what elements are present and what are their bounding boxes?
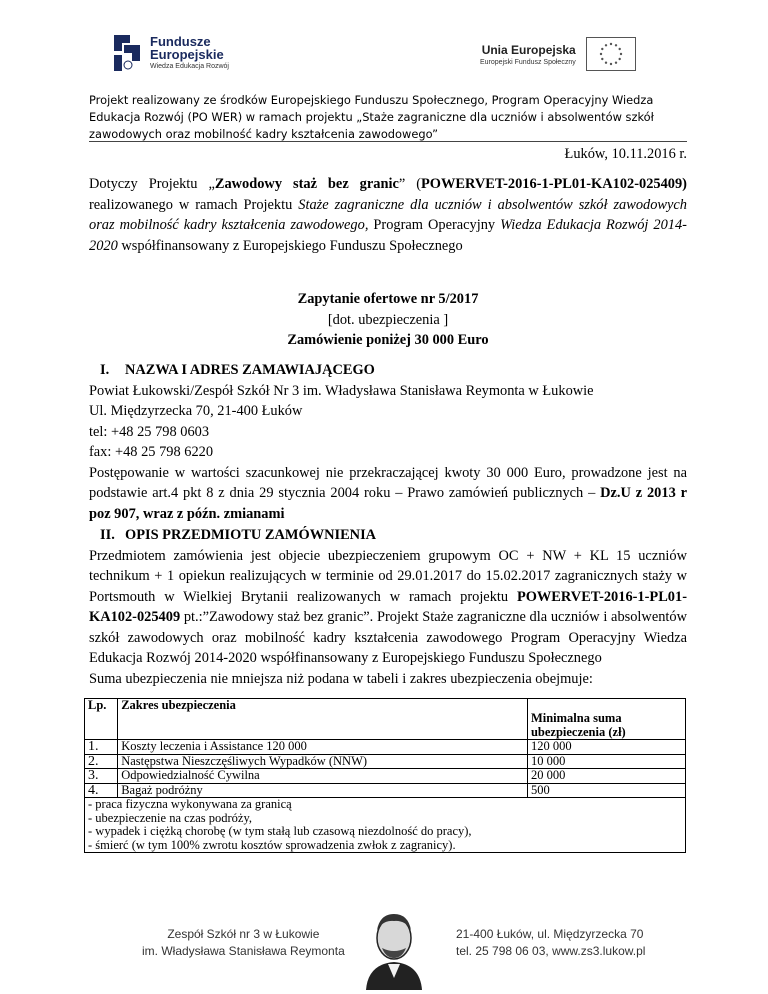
fe-star-icon — [112, 31, 142, 73]
school-contact-block — [456, 926, 645, 960]
row-lp: 3. — [85, 769, 118, 784]
inquiry-title: Zapytanie ofertowe nr 5/2017 — [297, 291, 479, 307]
table-row — [85, 769, 686, 784]
concerning-text: współfinansowany z Europejskiego Funduszu Społecznego — [117, 237, 463, 254]
school-patron: im. Władysława Stanisława Reymonta — [142, 944, 345, 958]
fe-logo-line2: Europejskie — [150, 46, 224, 62]
coverage-notes — [85, 798, 686, 853]
procedure-paragraph — [89, 463, 687, 525]
coverage-note: - śmierć (w tym 100% zwrotu kosztów sprowadzenia zwłok z zagranicy). — [88, 837, 456, 852]
table-row — [85, 783, 686, 798]
coverage-note: - praca fizyczna wykonywana za granicą — [88, 797, 292, 811]
fe-logo-line1: Fundusze — [150, 33, 211, 49]
ue-logo-line2: Europejski Fundusz Społeczny — [480, 58, 576, 66]
order-description-text: pt.:”Zawodowy staż bez granic”. Projekt Staże zagraniczne dla uczniów i absolwentów szkół zawodowych oraz mobilność kadry kształcenia zawodowego Program Operacyjny Wiedza Edukacja Rozwój 2014-2020 współfinansowany z Europejskiego Funduszu Społecznego — [89, 609, 687, 666]
authority-phone: tel: +48 25 798 0603 — [89, 423, 210, 440]
project-title: Staże zagraniczne dla uczniów i absolwentów szkół zawodowych oraz mobilność kadry kształcenia zawodowego, — [89, 196, 687, 233]
insurance-table — [84, 698, 686, 853]
section-heading — [89, 360, 687, 381]
concerning-text: realizowanego w ramach Projektu — [89, 196, 299, 213]
row-lp: 1. — [85, 740, 118, 755]
row-min-sum: 20 000 — [527, 769, 685, 784]
procedure-text: Postępowanie w wartości szacunkowej nie przekraczającej kwoty 30 000 Euro, prowadzone jest na podstawie art.4 pkt 8 z dnia 29 stycznia 2004 roku – Prawo zamówień publicznych – — [89, 464, 687, 501]
project-funding-note: Projekt realizowany ze środków Europejskiego Funduszu Społecznego, Program Operacyjny Wiedza Edukacja Rozwój (PO WER) w ramach projektu „Staże zagraniczne dla uczniów i absolwentów szkół zawodowych oraz mobilność kadry kształcenia zawodowego” — [89, 93, 654, 141]
table-header-row — [85, 699, 686, 740]
table-notes-row — [85, 798, 686, 853]
section-heading-text: NAZWA I ADRES ZAMAWIAJĄCEGO — [125, 362, 375, 378]
section-contracting-authority — [89, 360, 687, 524]
section-heading — [89, 525, 687, 546]
project-name: Zawodowy staż bez granic — [214, 176, 399, 192]
page-footer — [0, 908, 768, 988]
row-scope: Odpowiedzialność Cywilna — [118, 769, 528, 784]
row-scope: Bagaż podróżny — [118, 783, 528, 798]
section-number: II. — [100, 527, 115, 543]
inquiry-title-block — [89, 289, 687, 351]
project-number: POWERVET-2016-1-PL01-KA102-025409 — [89, 588, 687, 625]
table-row — [85, 740, 686, 755]
document-date: Łuków, 10.11.2016 r. — [564, 146, 687, 162]
row-min-sum: 10 000 — [527, 754, 685, 769]
row-lp: 4. — [85, 783, 118, 798]
row-scope: Koszty leczenia i Assistance 120 000 — [118, 740, 528, 755]
header-scope: Zakres ubezpieczenia — [118, 699, 528, 740]
project-number: POWERVET-2016-1-PL01-KA102-025409) — [421, 176, 687, 192]
eu-flag-icon — [586, 37, 636, 71]
row-min-sum: 120 000 — [527, 740, 685, 755]
order-threshold: Zamówienie poniżej 30 000 Euro — [287, 332, 489, 348]
header-min-sum: Minimalna suma ubezpieczenia (zł) — [527, 699, 685, 740]
fe-logo-line3: Wiedza Edukacja Rozwój — [150, 62, 229, 70]
coverage-note: - ubezpieczenie na czas podróży, — [88, 810, 253, 825]
row-min-sum: 500 — [527, 783, 685, 798]
header-divider — [89, 141, 687, 142]
school-name: Zespół Szkół nr 3 w Łukowie — [167, 927, 320, 941]
concerning-text: Dotyczy Projektu „ — [89, 176, 215, 192]
authority-name: Powiat Łukowski/Zespół Szkół Nr 3 im. Władysława Stanisława Reymonta w Łukowie — [89, 382, 594, 399]
table-intro: Suma ubezpieczenia nie mniejsza niż podana w tabeli i zakres ubezpieczenia obejmuje: — [89, 670, 593, 687]
order-description-text: Przedmiotem zamówienia jest objecie ubezpieczeniem grupowym OC + NW + KL 15 uczniów technikum + 1 opiekun realizujących w terminie od 29.01.2017 do 15.02.2017 zagranicznych staży w Portsmouth w Wielkiej Brytanii realizowanych w ramach projektu — [89, 547, 687, 605]
section-heading-text: OPIS PRZEDMIOTU ZAMÓWNIENIA — [125, 527, 377, 543]
fundusze-europejskie-logo — [112, 26, 292, 78]
section-number: I. — [100, 362, 110, 378]
coverage-note: - wypadek i ciężką chorobę (w tym stałą lub czasową niezdolność do pracy), — [88, 824, 472, 838]
school-name-block — [142, 926, 345, 960]
authority-fax: fax: +48 25 798 6220 — [89, 444, 214, 460]
reymont-portrait-icon — [350, 908, 438, 990]
order-description-paragraph — [89, 546, 687, 669]
row-scope: Następstwa Nieszczęśliwych Wypadków (NNW) — [118, 754, 528, 769]
program-name: Wiedza Edukacja Rozwój 2014-2020 — [89, 217, 687, 254]
header-lp: Lp. — [85, 699, 118, 740]
section-order-description — [89, 525, 687, 689]
inquiry-subject: [dot. ubezpieczenia ] — [327, 311, 449, 328]
row-lp: 2. — [85, 754, 118, 769]
unia-europejska-logo — [480, 34, 656, 74]
table-row — [85, 754, 686, 769]
authority-address: Ul. Międzyrzecka 70, 21-400 Łuków — [89, 403, 303, 419]
procedure-legal-basis: Dz.U z 2013 r poz 907, wraz z późn. zmianami — [89, 485, 687, 522]
concerning-paragraph — [89, 174, 687, 256]
school-address: 21-400 Łuków, ul. Międzyrzecka 70 — [456, 927, 644, 941]
school-phone-web: tel. 25 798 06 03, www.zs3.lukow.pl — [456, 944, 646, 958]
concerning-text: Program Operacyjny — [368, 217, 501, 233]
concerning-text: ” ( — [398, 176, 421, 192]
ue-logo-line1: Unia Europejska — [481, 42, 576, 57]
